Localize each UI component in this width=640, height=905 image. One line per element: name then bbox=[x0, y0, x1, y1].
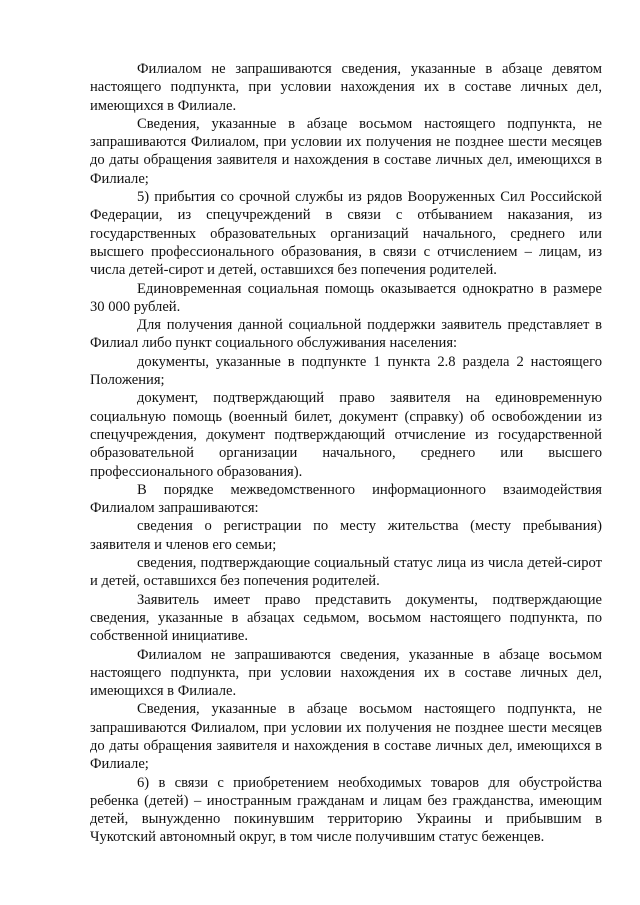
paragraph-filial-not-request-eighth: Филиалом не запрашиваются сведения, указанные в абзаце восьмом настоящего подпункта, при условии нахождения их в составе личных дел, имеющихся в Филиале. bbox=[90, 646, 602, 700]
paragraph-orphan-status-info: сведения, подтверждающие социальный статус лица из числа детей-сирот и детей, оставшихся без попечения родителей. bbox=[90, 555, 602, 590]
paragraph-info-eighth-six-months: Сведения, указанные в абзаце восьмом настоящего подпункта, не запрашиваются Филиалом, при условии их получения не позднее шести месяцев до даты обращения заявителя и нахождения в составе личных дел, имеющихся в Филиале; bbox=[90, 115, 602, 187]
paragraph-document-confirming-right: документ, подтверждающий право заявителя на единовременную социальную помощь (военный билет, документ (справку) об освобождении из спецучреждения, документ подтверждающий отчисление из государственной образовательной организации начального, среднего или высшего профессионального образования). bbox=[90, 390, 602, 480]
paragraph-applicant-own-initiative: Заявитель имеет право представить документы, подтверждающие сведения, указанные в абзацах седьмом, восьмом настоящего подпункта, по собственной инициативе. bbox=[90, 591, 602, 645]
paragraph-item-6-child-goods: 6) в связи с приобретением необходимых товаров для обустройства ребенка (детей) – иностранным гражданам и лицам без гражданства, имеющим детей, вынужденно покинувшим территорию Украины и прибывшим в Чукотский автономный округ, в том числе получившим статус беженцев. bbox=[90, 774, 602, 846]
paragraph-item-5-arrival: 5) прибытия со срочной службы из рядов Вооруженных Сил Российской Федерации, из спецучреждений в связи с отбыванием наказания, из государственных образовательных организаций начального, среднего или высшего профессионального образования, в связи с отчислением – лицам, из числа детей-сирот и детей, оставшихся без попечения родителей. bbox=[90, 189, 602, 279]
paragraph-applicant-submits: Для получения данной социальной поддержки заявитель представляет в Филиал либо пункт социального обслуживания населения: bbox=[90, 317, 602, 352]
document-body bbox=[90, 60, 602, 847]
paragraph-lump-sum-amount: Единовременная социальная помощь оказывается однократно в размере 30 000 рублей. bbox=[90, 280, 602, 315]
paragraph-info-eighth-six-months-2: Сведения, указанные в абзаце восьмом настоящего подпункта, не запрашиваются Филиалом, при условии их получения не позднее шести месяцев до даты обращения заявителя и нахождения в составе личных дел, имеющихся в Филиале; bbox=[90, 701, 602, 773]
paragraph-filial-not-request-ninth: Филиалом не запрашиваются сведения, указанные в абзаце девятом настоящего подпункта, при условии нахождения их в составе личных дел, имеющихся в Филиале. bbox=[90, 61, 602, 114]
paragraph-documents-subitem-1: документы, указанные в подпункте 1 пункта 2.8 раздела 2 настоящего Положения; bbox=[90, 353, 602, 389]
paragraph-interagency-request: В порядке межведомственного информационного взаимодействия Филиалом запрашиваются: bbox=[90, 481, 602, 517]
paragraph-registration-info: сведения о регистрации по месту жительства (месту пребывания) заявителя и членов его семьи; bbox=[90, 518, 602, 553]
